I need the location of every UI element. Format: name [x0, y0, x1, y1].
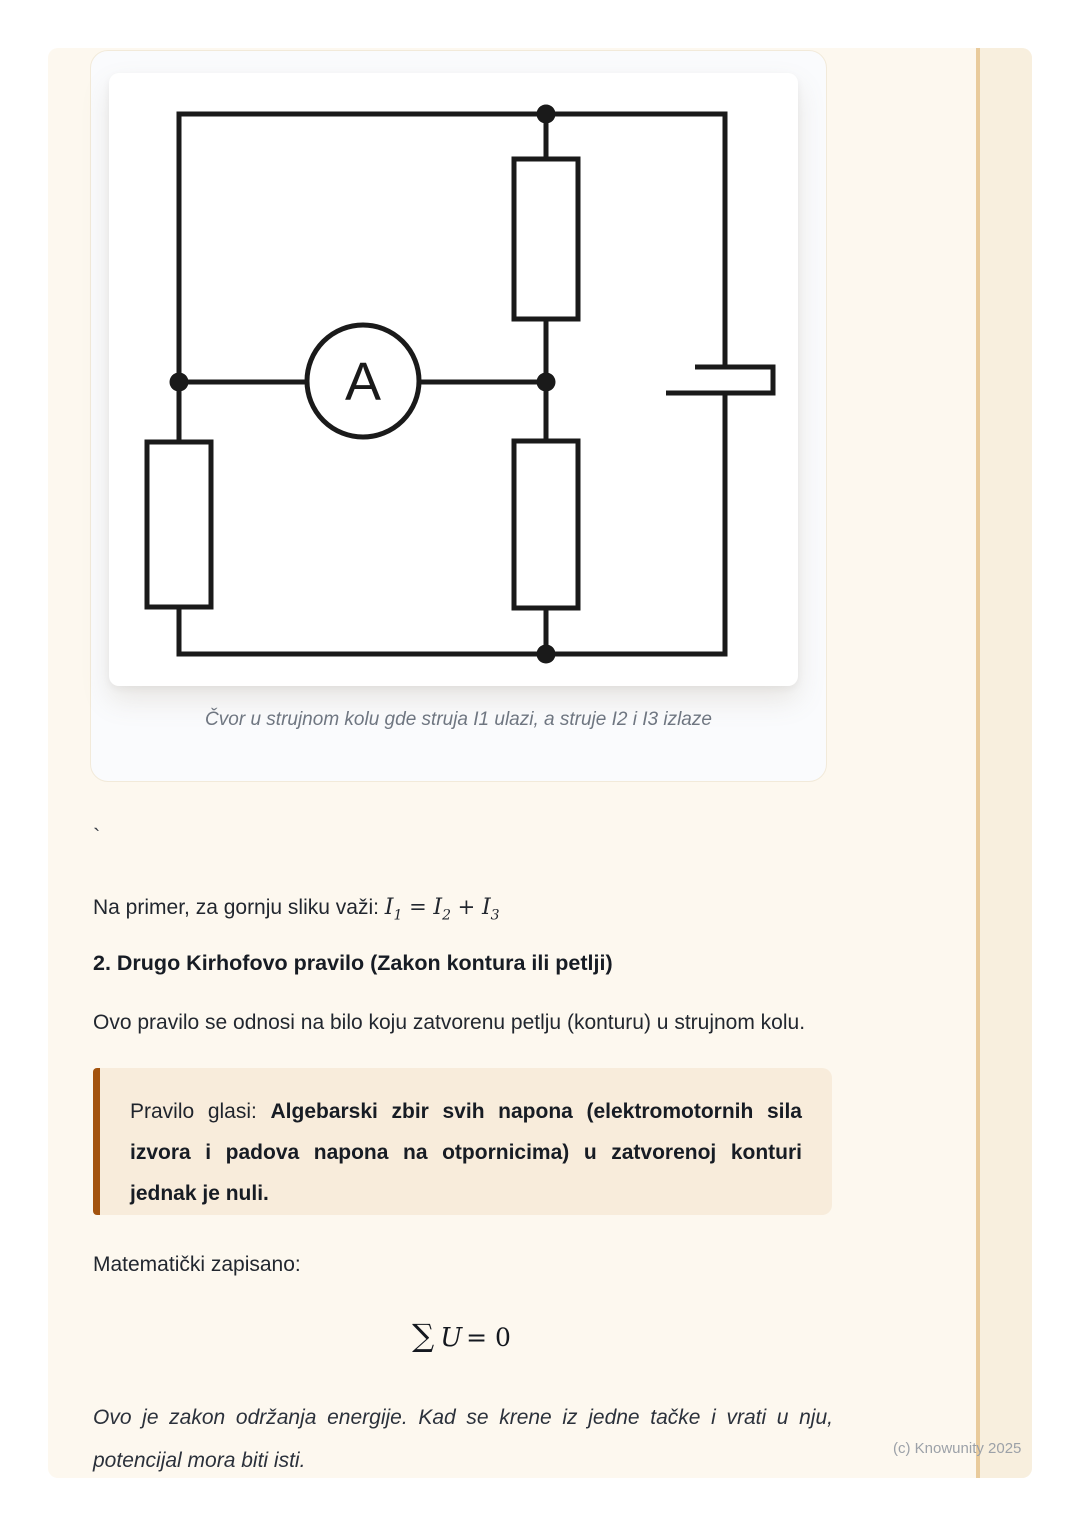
formula-i1: $I_1$: [384, 895, 403, 924]
callout-prefix: Pravilo glasi:: [130, 1100, 271, 1123]
page-edge-strip: [980, 48, 1032, 1478]
resistor-bottom-middle: [514, 441, 578, 608]
sigma-symbol: ∑: [412, 1318, 435, 1354]
section-heading: 2. Drugo Kirhofovo pravilo (Zakon kontura ili petlji): [93, 951, 613, 975]
figure-card: [90, 50, 827, 782]
figure-caption: Čvor u strujnom kolu gde struja I1 ulazi, a struje I2 i I3 izlaze: [205, 709, 712, 730]
formula-i2: $I_2$: [433, 895, 451, 924]
wire-bottom-right: [179, 393, 725, 654]
paragraph-energy-conservation: Ovo je zakon održanja energije. Kad se krene iz jedne tačke i vrati u nju, potencijal mora biti isti.: [93, 1406, 833, 1472]
formula-plus: +: [450, 895, 482, 919]
paragraph-math-label: Matematički zapisano:: [93, 1253, 301, 1276]
stray-backtick-text: `: [93, 824, 101, 849]
example-sentence: [93, 895, 830, 924]
paragraph-loop-rule-intro: Ovo pravilo se odnosi na bilo koju zatvorenu petlju (konturu) u strujnom kolu.: [93, 1011, 806, 1034]
battery-icon: [666, 367, 773, 393]
page-edge-line: [976, 48, 980, 1478]
node-dot-bottom: [537, 645, 556, 664]
node-dot-middle: [537, 373, 556, 392]
equation-variable: U: [440, 1323, 463, 1353]
formula-i3: $I_3$: [481, 895, 500, 924]
copyright-watermark: (c) Knowunity 2025: [893, 1440, 1022, 1457]
equation-sum-voltage: [93, 1318, 830, 1354]
equation-rhs: = 0: [466, 1323, 511, 1352]
circuit-diagram-svg: [109, 73, 798, 686]
resistor-left: [147, 442, 211, 607]
resistor-top-middle: [514, 159, 578, 319]
rule-callout-box: [93, 1068, 832, 1215]
formula-equals: =: [402, 895, 434, 919]
callout-rule-text: Algebarski zbir svih napona (elektromotornih sila izvora i padova napona na otpornicima) u zatvorenoj konturi jednak je nuli.: [130, 1100, 802, 1205]
node-dot-top: [537, 105, 556, 124]
example-prefix: Na primer, za gornju sliku važi:: [93, 896, 385, 919]
wire-top-left: [179, 114, 725, 442]
node-dot-left: [170, 373, 189, 392]
circuit-figure: [109, 73, 798, 686]
ammeter-label: A: [344, 352, 382, 412]
